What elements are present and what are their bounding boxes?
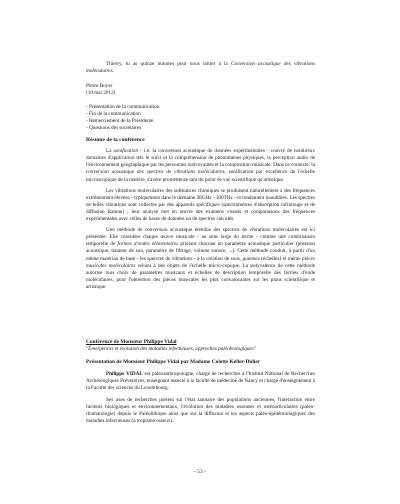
intro-paragraph	[86, 61, 315, 75]
program-item: - Questions des sociétaires	[86, 125, 142, 132]
program-item: - Présentation de la communication	[86, 104, 160, 110]
signature-date: (10 mai 2012)	[86, 90, 116, 97]
resume-text: reliant à des objets de l'échelle micro-copique. La polyvalence de cette méthode autorise tous choix de paramètres musicaux et échelles de description temporelle des formes d'onde moléculaires, pour l'obtention des pièces musicales les plus convaincantes sur les plans scientifique et artistique.	[86, 262, 316, 290]
resume-term: sons, gammes	[230, 255, 260, 262]
conference-paragraph-2: Ses axes de recherches portent sur l'état sanitaire des populations anciennes, l'interaction entre facteurs biologiques et environnementaux, l'évolution des maladies osseuses et ostéoarticulaires (paléo-rhumatologie) depuis le Paléolithique ainsi que sur la diffusion et les aspects paléo-épidémiologiques des maladies infectieuses (à tropisme osseux).	[86, 396, 315, 424]
resume-paragraph-3	[86, 227, 315, 291]
resume-heading: Résumé de la conférence	[86, 137, 145, 143]
conference-text: est paléoanthropologue, chargé de recherches à l'Institut National de Recherches Archéologiques Préventives, enseignant associé à la faculté de médecine de Nancy et chargé d'enseignement à la Faculté des sciences du Luxembourg.	[86, 371, 316, 392]
resume-term: pièces musicales moléculaires	[86, 255, 315, 269]
program-list	[86, 104, 315, 132]
resume-paragraph-2: Les vibrations moléculaires des substances chimiques se produisent naturellement à des fréquences extrêmement élevées - typiquement dans le domaine 30GHz - 300THz - et totalement inaudibles. Les spectres de telles vibrations sont collectés par des appareils spécifiques (spectromètres d'absorption infrarouge et de diffusion Raman) ; leur analyse met en œuvre des examens visuels et comparaisons des fréquences expérimentales avec celles de bases de données ou de spectres calculés.	[86, 187, 315, 223]
intro-title-cont: vibrations moléculaires.	[86, 61, 316, 75]
resume-text: La	[106, 148, 112, 155]
resume-paragraph-1	[86, 148, 315, 183]
conference-section	[86, 339, 315, 425]
program-item: - Fin de la communication	[86, 111, 141, 118]
resume-text: Une méthode de conversion acoustique étendue des spectres de vibrations moléculaires est ici présentée. Elle considère chaque œuvre musicale - au sens large du terme - comme une combinaison temporelle de	[86, 227, 315, 248]
resume-text: sonification par excellence de l'échelle microscopique de la matière, s'avère prometteuse tant du point de vue scientifique qu'artistique.	[86, 169, 316, 183]
intro-text: Thierry, tu as quinze minutes pour nous initier à la	[106, 61, 228, 67]
speaker-name: Philippe VIDAL	[106, 371, 143, 378]
signature-block	[86, 83, 315, 97]
resume-text: pilotant chacune un paramètre acoustique particulier (pression acoustique, hauteur de son, paramètre de filtrage, volume sonore, ...). Cette méthode conduit, à partir d'un même matériau de base - les spectres de vibrations - à la création de	[86, 241, 316, 262]
resume-text: (échelles) et même	[261, 255, 301, 262]
program-item: - Remerciement de la Présidente	[86, 118, 154, 125]
page-number: - 53 -	[193, 469, 207, 475]
conference-heading: Conférence de Monsieur Philippe Vidal	[86, 339, 177, 345]
resume-term: conversion acoustique des spectres de vibrations moléculaires,	[86, 169, 226, 176]
conference-subtitle: "Émergences et évolution des maladies infectieuses, approches paléobiologiques"	[86, 346, 256, 353]
resume-term: sonification	[113, 148, 139, 155]
resume-text: - i.e. la conversion acoustique de données expérimentales - couvre de nombreux domaines d'application tels le suivi et la compréhension de phénomènes physiques, la perception audio de l'environnement géographique par les personnes malvoyantes et la composition musicale. Dans ce contexte, la	[86, 148, 315, 169]
resume-section	[86, 137, 315, 291]
resume-term: formes d'ondes élémentaires	[117, 241, 179, 248]
conference-paragraph-1	[86, 371, 315, 392]
presentation-title: Présentation de Monsieur Philippe Vidal par Madame Colette Keller-Didier	[86, 359, 261, 366]
signature-name: Pierre Boyer	[86, 83, 113, 89]
intro-title: Conversion acoustique des	[231, 61, 291, 67]
